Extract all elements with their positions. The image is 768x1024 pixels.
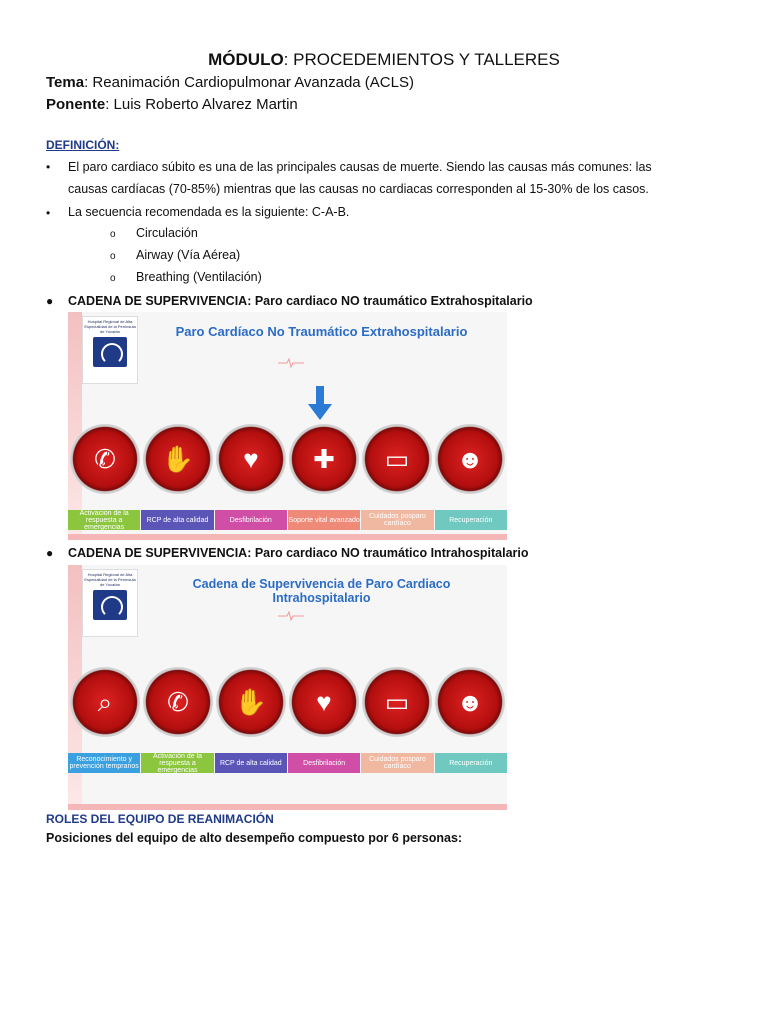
heartbeat-icon — [278, 358, 304, 368]
hospital-bed-icon: ▭ — [362, 424, 432, 494]
cadena-2-labels — [68, 753, 507, 773]
hospital-logo-text: Hospital Regional de Alta Especialidad de la Península de Yucatán — [84, 319, 136, 334]
phone-icon: ✆ — [143, 667, 213, 737]
chain-step-label: Cuidados posparo cardíaco — [361, 510, 433, 530]
tema-value: : Reanimación Cardiopulmonar Avanzada (ACLS) — [84, 74, 414, 91]
figure-decoration — [68, 804, 507, 810]
ambulance-icon: ✚ — [289, 424, 359, 494]
ponente-value: : Luis Roberto Alvarez Martin — [105, 96, 298, 113]
ponente-line — [46, 96, 298, 113]
family-icon: ☻ — [435, 424, 505, 494]
cpr-hands-icon: ✋ — [143, 424, 213, 494]
bullet-dot: • — [46, 160, 51, 174]
cadena-1-heading: CADENA DE SUPERVIVENCIA: Paro cardiaco NO traumático Extrahospitalario — [68, 294, 533, 308]
sub-item-label: Breathing (Ventilación) — [136, 270, 262, 284]
figure-decoration — [68, 534, 507, 540]
hospital-logo — [82, 569, 138, 637]
chain-step-label: Soporte vital avanzado — [288, 510, 360, 530]
module-label: MÓDULO — [208, 50, 284, 69]
hospital-logo-text: Hospital Regional de Alta Especialidad de la Península de Yucatán — [84, 572, 136, 587]
cpr-hands-icon: ✋ — [216, 667, 286, 737]
chain-step-label: Reconocimiento y prevención tempranos — [68, 753, 140, 773]
tema-label: Tema — [46, 74, 85, 91]
sub-item-label: Circulación — [136, 226, 198, 240]
definicion-bullet-1-line-1: El paro cardiaco súbito es una de las principales causas de muerte. Siendo las causas más comunes: las — [68, 160, 652, 174]
chain-step-label: RCP de alta calidad — [141, 510, 213, 530]
hospital-logo-mark — [93, 590, 127, 620]
sub-item: o Airway (Vía Aérea) — [110, 248, 241, 262]
phone-icon: ✆ — [70, 424, 140, 494]
chain-step-label: RCP de alta calidad — [215, 753, 287, 773]
hospital-bed-icon: ▭ — [362, 667, 432, 737]
arrow-down-icon — [308, 386, 332, 420]
defibrillator-heart-icon: ♥ — [289, 667, 359, 737]
cadena-1-figure-title: Paro Cardíaco No Traumático Extrahospitalario — [175, 324, 468, 339]
cadena-2-figure-title: Cadena de Supervivencia de Paro Cardiaco Intrahospitalario — [192, 577, 451, 605]
chain-step-label: Activación de la respuesta a emergencias — [141, 753, 213, 773]
cadena-2-heading: CADENA DE SUPERVIVENCIA: Paro cardiaco NO traumático Intrahospitalario — [68, 546, 529, 560]
roles-heading: ROLES DEL EQUIPO DE REANIMACIÓN — [46, 812, 274, 826]
family-icon: ☻ — [435, 667, 505, 737]
cadena-1-labels — [68, 510, 507, 530]
chain-step-label: Desfibrilación — [215, 510, 287, 530]
roles-subheading: Posiciones del equipo de alto desempeño compuesto por 6 personas: — [46, 831, 463, 845]
definicion-heading: DEFINICIÓN: — [46, 138, 120, 152]
sub-item: o Circulación — [110, 226, 198, 240]
tema-line — [46, 74, 414, 91]
module-value: : PROCEDEMIENTOS Y TALLERES — [283, 50, 560, 69]
sub-item-label: Airway (Vía Aérea) — [136, 248, 241, 262]
chain-step-label: Recuperación — [435, 510, 507, 530]
cadena-2-icons — [70, 667, 505, 737]
ponente-label: Ponente — [46, 96, 106, 113]
module-title — [0, 50, 768, 70]
chain-step-label: Recuperación — [435, 753, 507, 773]
cadena-1-icons — [70, 424, 505, 494]
definicion-bullet-1 — [68, 156, 708, 200]
bullet-dot: • — [46, 206, 51, 220]
chain-step-label: Activación de la respuesta a emergencias — [68, 510, 140, 530]
cadena-2-figure — [68, 565, 507, 810]
bullet-dot: ● — [46, 546, 54, 560]
chain-step-label: Cuidados posparo cardíaco — [361, 753, 433, 773]
sub-item: o Breathing (Ventilación) — [110, 270, 262, 284]
heartbeat-icon — [278, 611, 304, 621]
cadena-1-figure — [68, 312, 507, 540]
definicion-bullet-2: La secuencia recomendada es la siguiente: C-A-B. — [68, 205, 350, 219]
defibrillator-heart-icon: ♥ — [216, 424, 286, 494]
hospital-logo — [82, 316, 138, 384]
magnifier-icon: ⌕ — [70, 667, 140, 737]
bullet-dot: ● — [46, 294, 54, 308]
chain-step-label: Desfibrilación — [288, 753, 360, 773]
hospital-logo-mark — [93, 337, 127, 367]
definicion-bullet-1-line-2: causas cardíacas (70-85%) mientras que las causas no cardiacas corresponden al 15-30% de los casos. — [68, 182, 649, 196]
